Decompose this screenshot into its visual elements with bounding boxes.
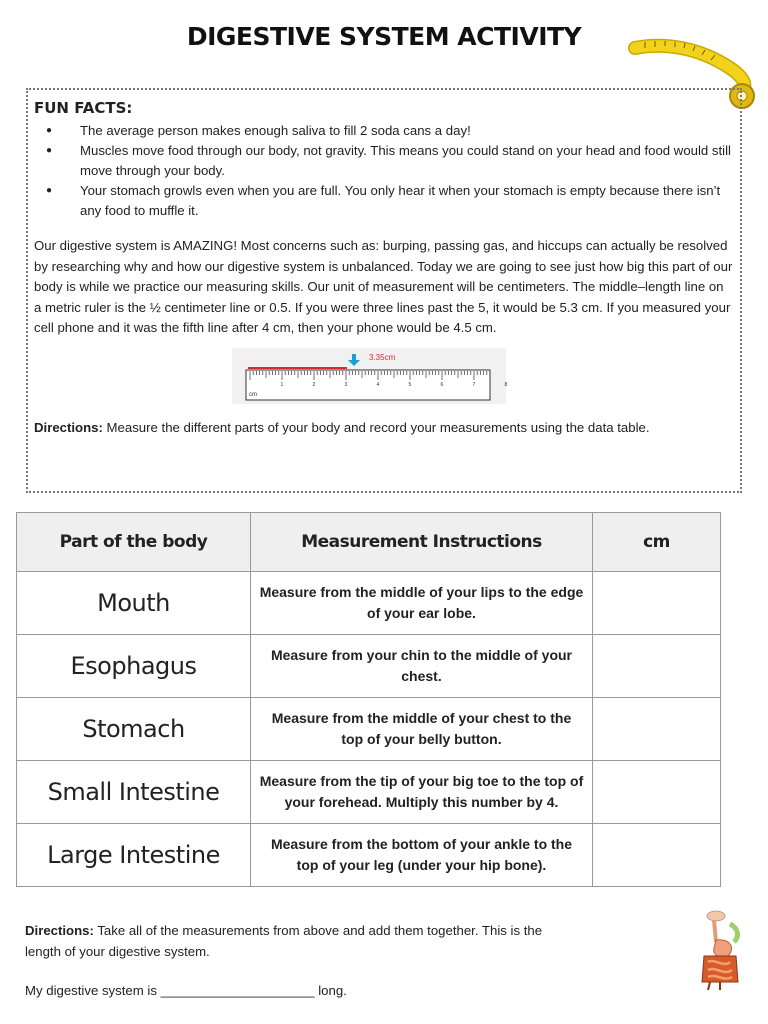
measurement-table (16, 512, 721, 887)
table-row (17, 572, 721, 635)
cm-entry-cell[interactable] (593, 635, 721, 698)
cm-entry-cell[interactable] (593, 761, 721, 824)
ruler-number: 8 (504, 382, 508, 388)
page-title: DIGESTIVE SYSTEM ACTIVITY (186, 22, 582, 51)
ruler-number: 5 (408, 382, 412, 388)
instruction-cell: Measure from the bottom of your ankle to the top of your leg (under your hip bone). (251, 824, 593, 887)
directions-total (25, 920, 565, 962)
digestive-length-answer-line[interactable]: My digestive system is _____________________ long. (25, 983, 347, 998)
body-part-cell: Mouth (17, 572, 251, 635)
instruction-cell: Measure from the middle of your chest to the top of your belly button. (251, 698, 593, 761)
ruler-number: 3 (344, 382, 348, 388)
ruler-number: 4 (376, 382, 380, 388)
body-part-cell: Large Intestine (17, 824, 251, 887)
table-header-row (17, 513, 721, 572)
instruction-cell: Measure from your chin to the middle of your chest. (251, 635, 593, 698)
instruction-cell: Measure from the tip of your big toe to the top of your forehead. Multiply this number by 4. (251, 761, 593, 824)
fun-fact-item: ● Your stomach growls even when you are full. You only hear it when your stomach is empty because there isn’t any food to muffle it. (46, 181, 736, 221)
body-part-cell: Small Intestine (17, 761, 251, 824)
ruler-number: 7 (472, 382, 476, 388)
ruler-number: 6 (440, 382, 444, 388)
instruction-cell: Measure from the middle of your lips to the edge of your ear lobe. (251, 572, 593, 635)
body-part-cell: Stomach (17, 698, 251, 761)
column-header-part: Part of the body (17, 513, 251, 572)
fun-fact-item: ● Muscles move food through our body, not gravity. This means you could stand on your head and food would still move through your body. (46, 141, 736, 181)
ruler-unit-label: cm (249, 392, 257, 398)
directions-label: Directions: (34, 420, 103, 435)
directions-measure (34, 420, 650, 435)
table-row (17, 698, 721, 761)
fun-fact-item: ● The average person makes enough saliva to fill 2 soda cans a day! (46, 121, 736, 141)
ruler-number: 2 (312, 382, 316, 388)
directions-label: Directions: (25, 923, 94, 938)
ruler-image (232, 348, 506, 404)
cm-entry-cell[interactable] (593, 698, 721, 761)
fun-facts-heading: FUN FACTS: (34, 99, 133, 117)
ruler-number: 1 (280, 382, 284, 388)
digestive-system-icon (690, 910, 750, 992)
table-row (17, 635, 721, 698)
table-row (17, 824, 721, 887)
fun-facts-list (46, 121, 736, 221)
directions-text: Take all of the measurements from above and add them together. This is the length of your digestive system. (25, 923, 543, 959)
ruler-reading: 3.35cm (369, 353, 396, 362)
column-header-instructions: Measurement Instructions (251, 513, 593, 572)
table-row (17, 761, 721, 824)
cm-entry-cell[interactable] (593, 824, 721, 887)
body-part-cell: Esophagus (17, 635, 251, 698)
directions-text: Measure the different parts of your body and record your measurements using the data table. (102, 420, 650, 435)
intro-paragraph: Our digestive system is AMAZING! Most concerns such as: burping, passing gas, and hiccups can actually be resolved by researching why and how our digestive system is unbalanced. Today we are going to see just how big this part of our body is while we practice our measuring skills. Our unit of measurement will be centimeters. The middle–length line on a metric ruler is the ½ centimeter line or 0.5. If you were three lines past the 5, it would be 5.3 cm. If you measured your cell phone and it was the fifth line after 4 cm, then your phone would be 4.5 cm. (34, 238, 733, 335)
column-header-cm: cm (593, 513, 721, 572)
cm-entry-cell[interactable] (593, 572, 721, 635)
